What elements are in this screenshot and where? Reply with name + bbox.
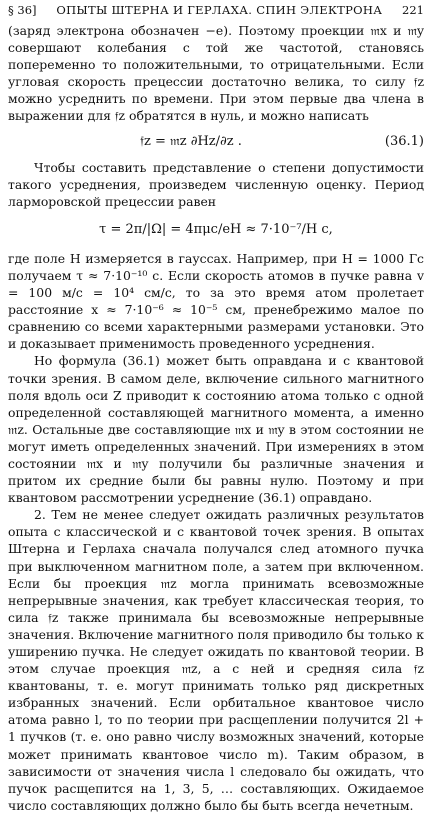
- equation-36-1: [8, 125, 424, 159]
- paragraph-precession-averaging: (заряд электрона обозначен −e). Поэтому проекции 𝔪x и 𝔪y совершают колебания с той же частотой, становясь попеременно то положительными, то отрицательными. Если угловая скорость прецессии достаточно велика, то силу 𝔣z можно усреднить по времени. При этом первые два члена в выражении для 𝔣z обратятся в нуль, и можно написать: [8, 23, 424, 124]
- paragraph-numerical-estimate: Чтобы составить представление о степени допустимости такого усреднения, произведем численную оценку. Период ларморовской прецессии равен: [8, 159, 424, 209]
- equation-36-1-body: 𝔣z = 𝔪z ∂Hz/∂z .: [140, 134, 242, 150]
- paragraph-quantum-justification: Но формула (36.1) может быть оправдана и с квантовой точки зрения. В самом деле, включение сильного магнитного поля вдоль оси Z приводит к состоянию атома только с одной определенной составляющей магнитного момента, а именно 𝔪z. Остальные две составляющие 𝔪x и 𝔪y в этом состоянии не могут иметь определенных значений. При измерениях в этом состоянии 𝔪x и 𝔪y получили бы различные значения и притом их средние были бы равны нулю. Поэтому и при квантовом рассмотрении усреднение (36.1) оправдано.: [8, 353, 424, 506]
- equation-larmor-period: τ = 2π/|Ω| = 4πμc/eH ≈ 7·10⁻⁷/H с,: [99, 222, 333, 238]
- running-header: [8, 0, 424, 22]
- equation-36-1-number: (36.1): [384, 134, 424, 150]
- section-number: § 36]: [8, 3, 37, 17]
- paragraph-classical-vs-quantum: 2. Тем не менее следует ожидать различных результатов опыта с классической и с квантовой точек зрения. В опытах Штерна и Герлаха сначала получался след атомного пучка при выключенном магнитном поле, а затем при включенном. Если бы проекция 𝔪z могла принимать всевозможные непрерывные значения, как требует классическая теория, то сила 𝔣z также принимала бы всевозможные непрерывные значения. Включение магнитного поля приводило бы только к уширению пучка. Не следует ожидать по квантовой теории. В этом случае проекция 𝔪z, а с ней и средняя сила 𝔣z квантованы, т. е. могут принимать только ряд дискретных избранных значений. Если орбитальное квантовое число атома равно l, то по теории при расщеплении получится 2l + 1 пучков (т. е. оно равно числу возможных значений, которые может принимать квантовое число m). Таким образом, в зависимости от значения числа l следовало бы ожидать, что пучок расщепится на 1, 3, 5, … составляющих. Ожидаемое число составляющих должно было бы быть всегда нечетным.: [8, 507, 424, 813]
- paragraph-gauss-example: где поле H измеряется в гауссах. Например, при H = 1000 Гс получаем τ ≈ 7·10⁻¹⁰ с. Если скорость атомов в пучке равна v = 100 м/с = 10⁴ см/с, то за это время атом пролетает расстояние x ≈ 7·10⁻⁶ ≈ 10⁻⁵ см, пренебрежимо малое по сравнению со всеми характерными размерами установки. Это и доказывает применимость проведенного усреднения.: [8, 250, 424, 352]
- running-title: ОПЫТЫ ШТЕРНА И ГЕРЛАХА. СПИН ЭЛЕКТРОНА: [56, 3, 383, 17]
- page-number: 221: [402, 3, 424, 17]
